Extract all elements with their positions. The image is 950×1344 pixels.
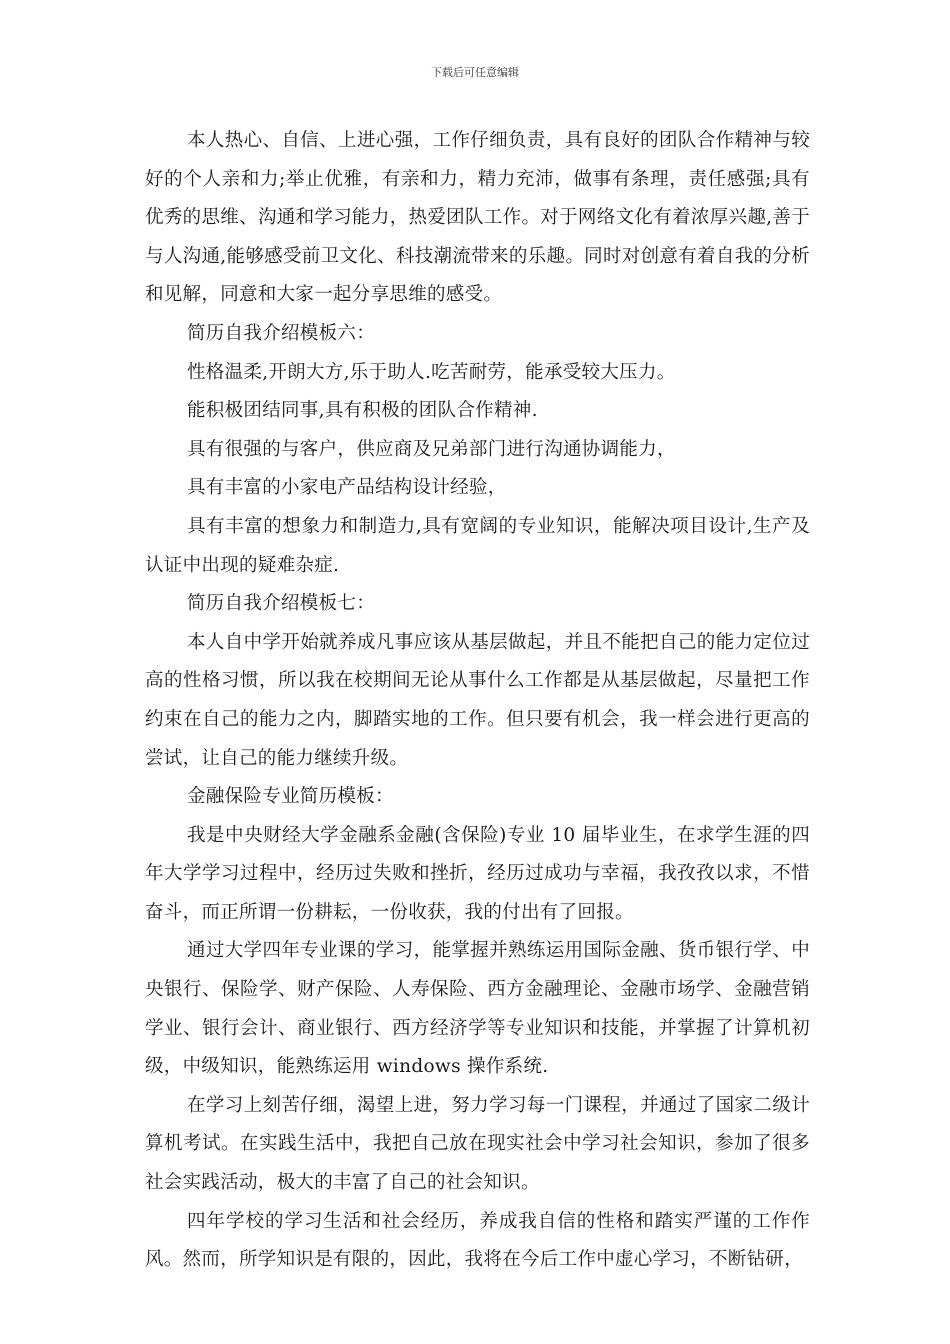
paragraph-grassroots: 本人自中学开始就养成凡事应该从基层做起，并且不能把自己的能力定位过高的性格习惯，所以我在校期间无论从事什么工作都是从基层做起，尽量把工作约束在自己的能力之内，脚踏实地的工作。但只要有机会，我一样会进行更高的尝试，让自己的能力继续升级。 (145, 631, 810, 769)
heading-template-six: 简历自我介绍模板六： (187, 322, 376, 344)
paragraph-communication: 具有很强的与客户，供应商及兄弟部门进行沟通协调能力， (187, 438, 676, 460)
document-body (145, 122, 810, 1280)
page-header: 下载后可任意编辑 (431, 66, 519, 79)
heading-template-seven: 简历自我介绍模板七： (187, 593, 376, 615)
paragraph-graduate: 我是中央财经大学金融系金融(含保险)专业 10 届毕业生，在求学生涯的四年大学学习过程中，经历过失败和挫折，经历过成功与幸福，我孜孜以求，不惜奋斗，而正所谓一份耕耘，一份收获，我的付出有了回报。 (145, 824, 810, 923)
paragraph-study-practice: 在学习上刻苦仔细，渴望上进，努力学习每一门课程，并通过了国家二级计算机考试。在实践生活中，我把自己放在现实社会中学习社会知识，参加了很多社会实践活动，极大的丰富了自己的社会知识。 (145, 1094, 810, 1194)
paragraph-school-life: 四年学校的学习生活和社会经历，养成我自信的性格和踏实严谨的工作作风。然而，所学知识是有限的，因此，我将在今后工作中虚心学习，不断钻研， (145, 1210, 810, 1271)
paragraph-courses: 通过大学四年专业课的学习，能掌握并熟练运用国际金融、货币银行学、中央银行、保险学、财产保险、人寿保险、西方金融理论、金融市场学、金融营销学业、银行会计、商业银行、西方经济学等专业知识和技能，并掌握了计算机初级，中级知识，能熟练运用 windows 操作系统. (145, 940, 810, 1078)
paragraph-personality: 性格温柔,开朗大方,乐于助人.吃苦耐劳，能承受较大压力。 (187, 361, 676, 383)
heading-finance-template: 金融保险专业简历模板： (187, 786, 394, 808)
paragraph-creativity: 具有丰富的想象力和制造力,具有宽阔的专业知识，能解决项目设计,生产及认证中出现的疑难杂症. (145, 515, 810, 576)
paragraph-teamwork: 能积极团结同事,具有积极的团队合作精神. (187, 400, 538, 422)
paragraph-self-intro-1: 本人热心、自信、上进心强，工作仔细负责，具有良好的团队合作精神与较好的个人亲和力;举止优雅，有亲和力，精力充沛，做事有条理，责任感强;具有优秀的思维、沟通和学习能力，热爱团队工作。对于网络文化有着浓厚兴趣,善于与人沟通,能够感受前卫文化、科技潮流带来的乐趣。同时对创意有着自我的分析和见解，同意和大家一起分享思维的感受。 (145, 130, 810, 306)
paragraph-design-experience: 具有丰富的小家电产品结构设计经验， (187, 477, 507, 499)
